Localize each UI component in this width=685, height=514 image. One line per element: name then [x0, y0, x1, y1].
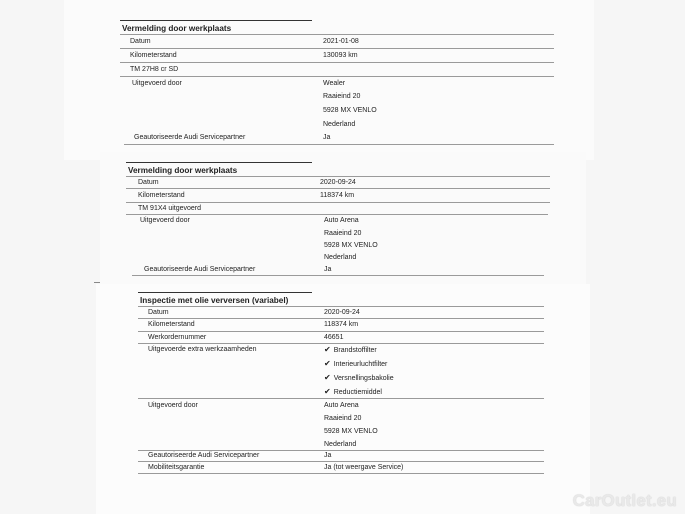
- row-rule: [138, 343, 544, 344]
- row-value: 46651: [324, 334, 344, 341]
- address-line: Nederland: [324, 441, 357, 448]
- section-title: Vermelding door werkplaats: [122, 24, 232, 33]
- row-label: TM 27H8 cr SD: [130, 66, 179, 73]
- row-label: Uitgevoerd door: [140, 217, 190, 224]
- row-value: 130093 km: [323, 52, 358, 59]
- checklist-item: [324, 359, 387, 369]
- edge-mark: [94, 282, 100, 283]
- watermark-logo: CarOutlet.eu: [572, 491, 677, 510]
- row-label: Werkordernummer: [148, 334, 207, 341]
- checklist-item: [324, 387, 382, 397]
- row-rule: [120, 62, 554, 63]
- row-label: Kilometerstand: [138, 192, 185, 199]
- row-rule: [138, 331, 544, 332]
- row-rule: [138, 318, 544, 319]
- row-rule: [120, 48, 554, 49]
- row-rule: [138, 461, 544, 462]
- row-rule: [126, 188, 550, 189]
- row-rule: [126, 202, 550, 203]
- row-value: Ja: [323, 134, 331, 141]
- row-rule: [120, 34, 554, 35]
- address-line: 5928 MX VENLO: [324, 428, 378, 435]
- row-rule: [138, 473, 544, 474]
- checklist-item: [324, 345, 377, 355]
- checkmark-icon: ✔: [324, 345, 331, 354]
- row-value: Ja (tot weergave Service): [324, 464, 404, 471]
- row-rule: [120, 76, 554, 77]
- row-label: Kilometerstand: [148, 321, 195, 328]
- checklist-item-label: Brandstoffilter: [333, 347, 377, 354]
- row-label: Uitgevoerd door: [148, 402, 198, 409]
- checkmark-icon: ✔: [324, 359, 331, 368]
- row-value: 2020-09-24: [320, 179, 356, 186]
- row-value: Ja: [324, 266, 332, 273]
- section-werkplaats-1: [120, 20, 554, 141]
- row-label: Kilometerstand: [130, 52, 177, 59]
- section-title: Inspectie met olie verversen (variabel): [140, 296, 289, 305]
- row-label: Geautoriseerde Audi Servicepartner: [134, 134, 246, 141]
- section-title: Vermelding door werkplaats: [128, 166, 238, 175]
- row-label: TM 91X4 uitgevoerd: [138, 205, 202, 212]
- row-value: 118374 km: [324, 321, 359, 328]
- row-value: Ja: [324, 452, 332, 459]
- section-title-rule: [120, 20, 312, 21]
- row-label: Datum: [138, 179, 159, 186]
- row-rule: [126, 214, 548, 215]
- section-werkplaats-2: [126, 162, 550, 273]
- row-value: 2020-09-24: [324, 309, 360, 316]
- checklist-item-label: Reductiemiddel: [333, 389, 382, 396]
- row-rule: [138, 398, 544, 399]
- checkmark-icon: ✔: [324, 373, 331, 382]
- row-label: Uitgevoerd door: [132, 80, 182, 87]
- checklist-item-label: Interieurluchtfilter: [333, 361, 388, 368]
- address-line: Wealer: [323, 80, 346, 87]
- address-line: Raaieind 20: [324, 230, 362, 237]
- row-label: Geautoriseerde Audi Servicepartner: [144, 266, 256, 273]
- row-label: Uitgevoerde extra werkzaamheden: [148, 346, 257, 353]
- row-label: Geautoriseerde Audi Servicepartner: [148, 452, 260, 459]
- row-rule: [126, 176, 550, 177]
- row-label: Mobiliteitsgarantie: [148, 464, 205, 471]
- row-label: Datum: [130, 38, 151, 45]
- address-line: Auto Arena: [324, 402, 359, 409]
- section-inspectie: [138, 292, 544, 471]
- section-title-rule: [126, 162, 312, 163]
- checklist-item-label: Versnellingsbakolie: [333, 375, 394, 382]
- address-line: Nederland: [323, 121, 356, 128]
- checklist-item: [324, 373, 394, 383]
- address-line: 5928 MX VENLO: [323, 107, 377, 114]
- row-rule: [124, 144, 554, 145]
- row-value: 2021-01-08: [323, 38, 359, 45]
- address-line: Auto Arena: [324, 217, 359, 224]
- address-line: Raaieind 20: [323, 93, 361, 100]
- row-value: 118374 km: [320, 192, 355, 199]
- address-line: Raaieind 20: [324, 415, 362, 422]
- checkmark-icon: ✔: [324, 387, 331, 396]
- address-line: Nederland: [324, 254, 357, 261]
- row-label: Datum: [148, 309, 169, 316]
- address-line: 5928 MX VENLO: [324, 242, 378, 249]
- row-rule: [138, 306, 544, 307]
- section-title-rule: [138, 292, 312, 293]
- row-rule: [132, 275, 544, 276]
